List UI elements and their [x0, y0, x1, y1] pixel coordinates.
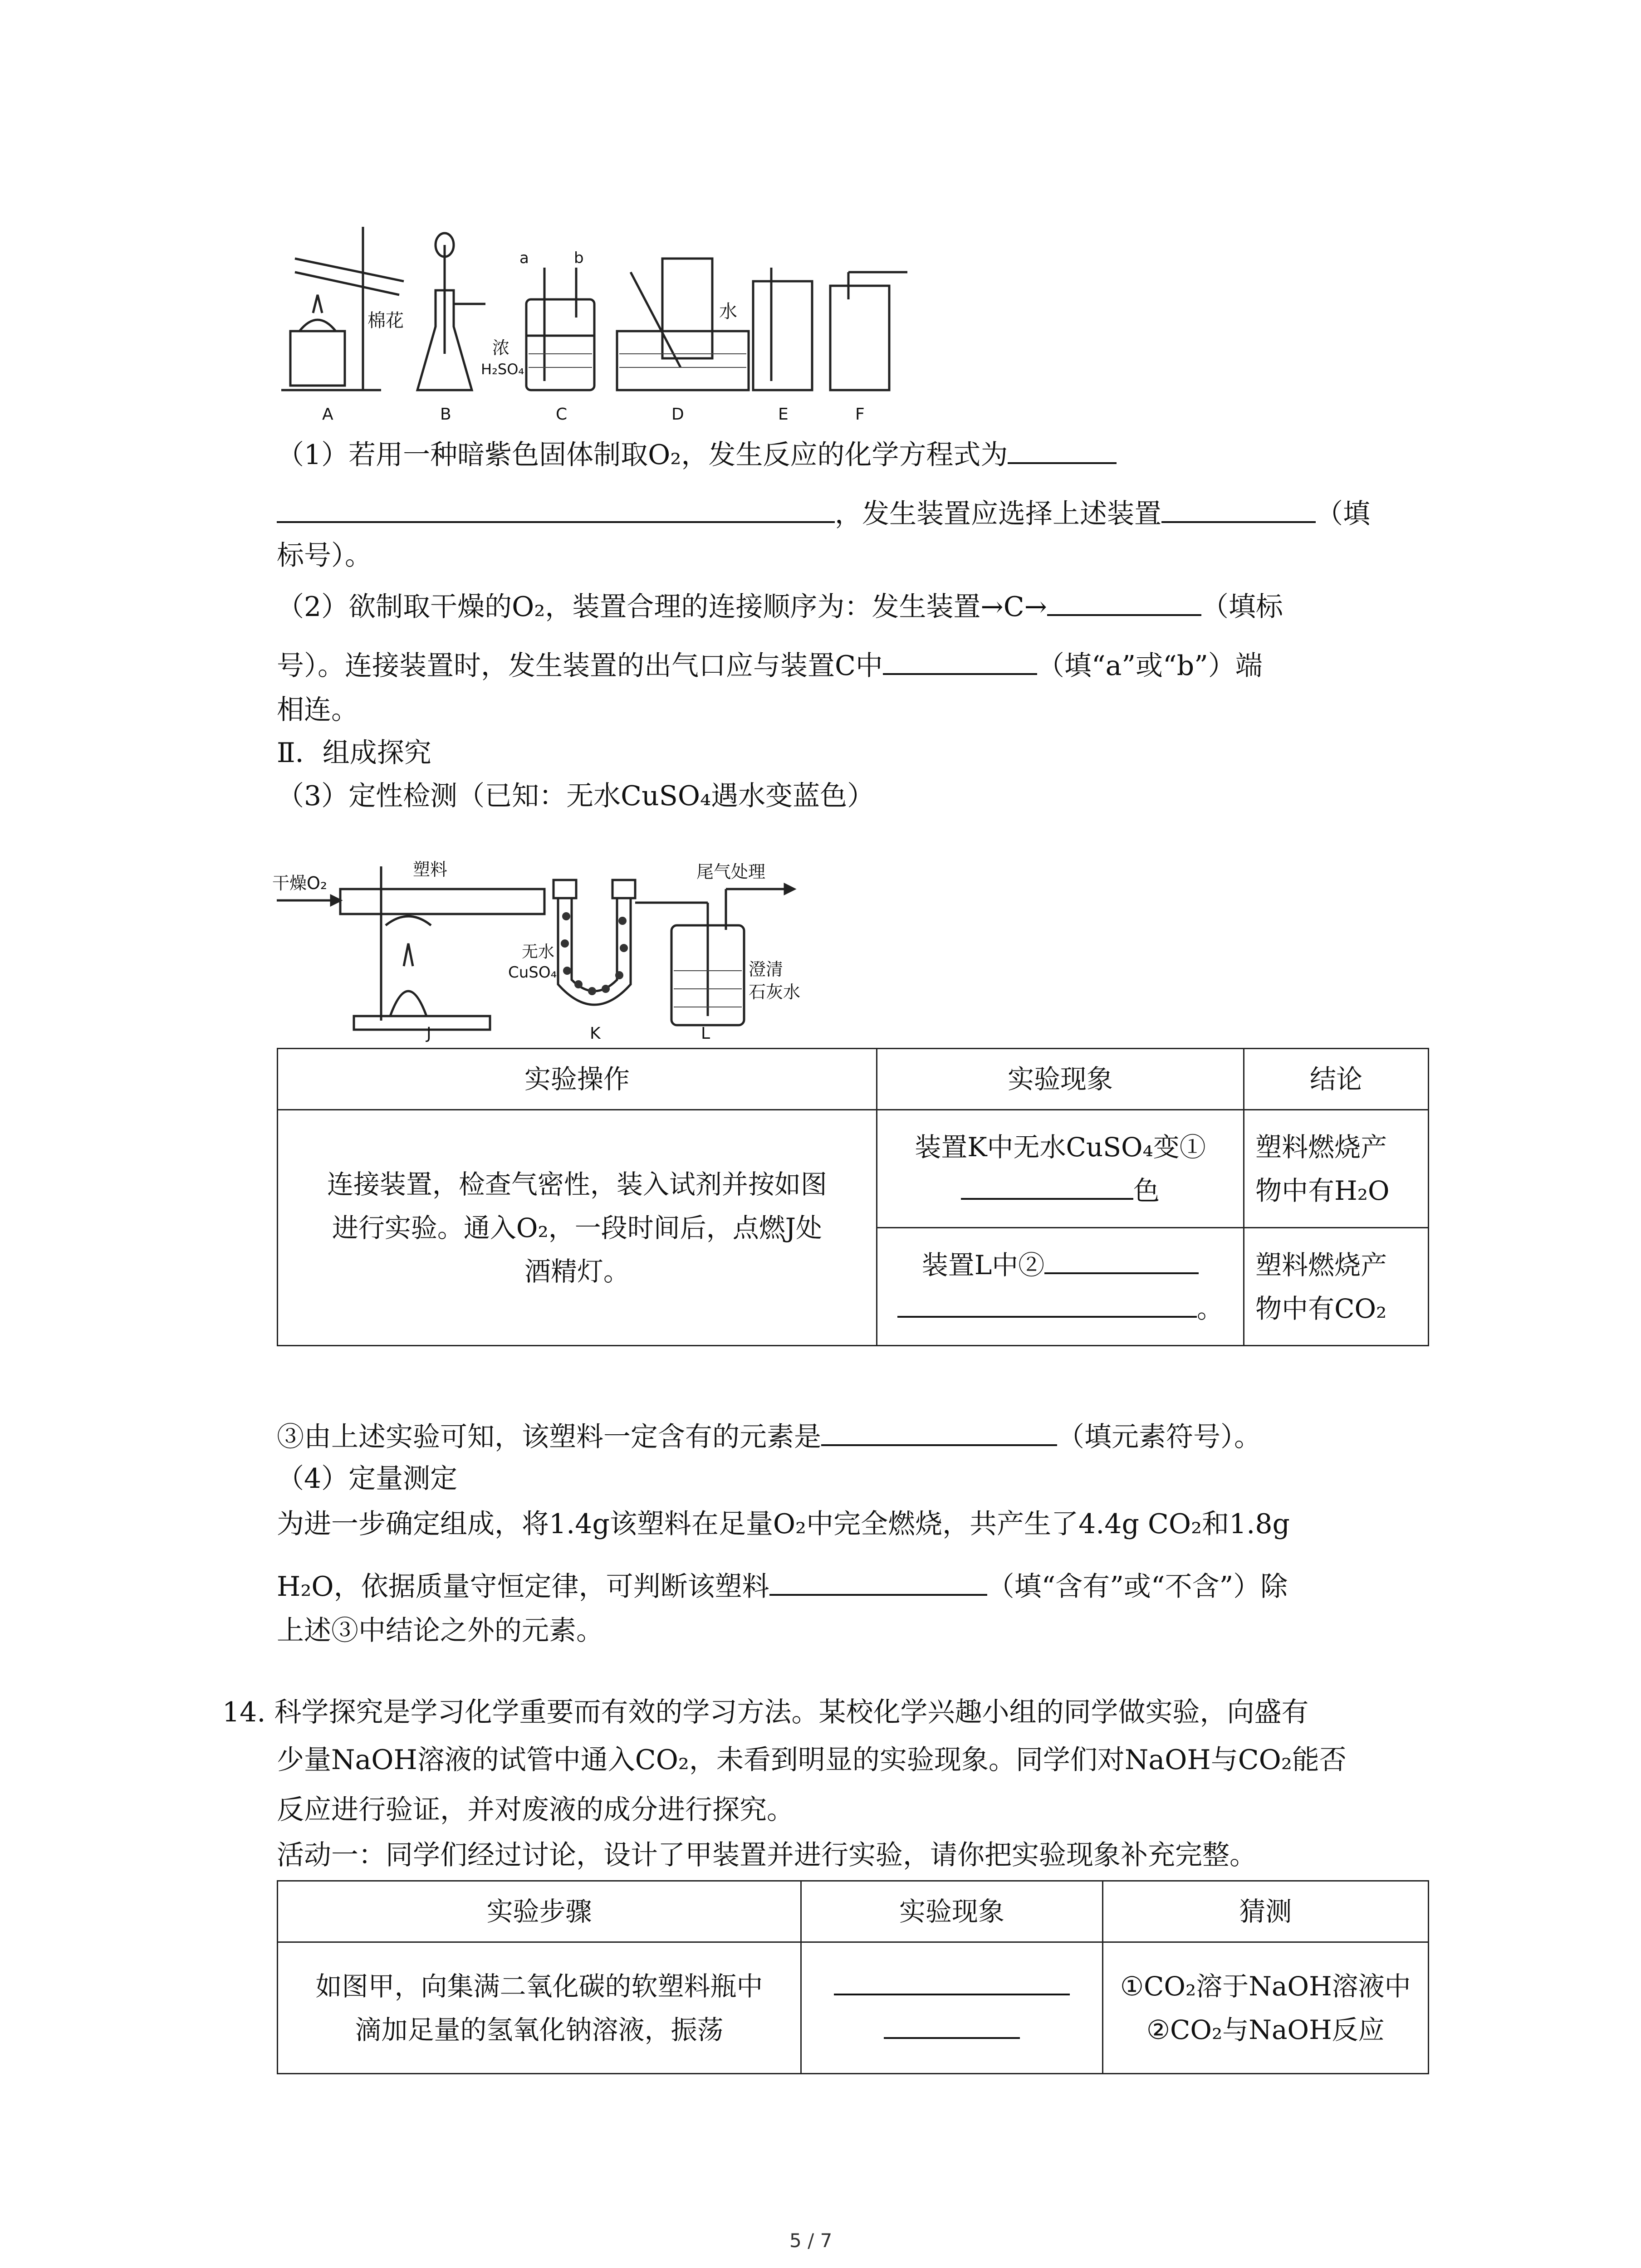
experiment-table-2: [277, 1880, 1429, 2074]
table1-conc1-line2: 物中有H₂O: [1255, 1175, 1390, 1206]
q1-text-1: （1）若用一种暗紫色固体制取O₂，发生反应的化学方程式为: [277, 439, 1008, 471]
dry-o2-label: 干燥O₂: [272, 873, 328, 893]
q2-text-1-end: （填标: [1201, 591, 1283, 623]
q1-blank-equation[interactable]: [277, 492, 835, 523]
table2-guess-2: ②CO₂与NaOH反应: [1146, 2014, 1385, 2045]
label-b: B: [440, 405, 451, 424]
page-number: 5 / 7: [789, 2229, 833, 2252]
table1-conc1-line1: 塑料燃烧产: [1255, 1131, 1387, 1163]
h2so4-label: H₂SO₄: [481, 361, 524, 378]
table1-conc-2: [1244, 1228, 1429, 1346]
blank-phenomenon-l-b[interactable]: [897, 1287, 1197, 1318]
label-f: F: [855, 405, 865, 424]
conc-label: 浓: [492, 338, 510, 358]
q1-line2: [277, 492, 1370, 532]
q1-text-2: ，发生装置应选择上述装置: [835, 498, 1161, 530]
table1-conc-1: [1244, 1110, 1429, 1228]
q3-conclusion-line: [277, 1415, 1261, 1455]
q1-text-2-end: （填: [1316, 498, 1370, 530]
q14-line2: 少量NaOH溶液的试管中通入CO₂，未看到明显的实验现象。同学们对NaOH与CO₂能否: [277, 1744, 1347, 1776]
q4-line3: 上述③中结论之外的元素。: [277, 1615, 603, 1647]
table1-conc2-line1: 塑料燃烧产: [1255, 1249, 1387, 1281]
table2-guess-cell: [1102, 1942, 1428, 2074]
table2-header-phen: 实验现象: [801, 1881, 1103, 1942]
table2-step-cell: [278, 1942, 801, 2074]
q1-line3: [277, 538, 372, 574]
table2-step-line2: 滴加足量的氢氧化钠溶液，振荡: [355, 2014, 724, 2045]
table1-header-conc: 结论: [1244, 1049, 1429, 1110]
table1-op-line1: 连接装置，检查气密性，装入试剂并按如图: [327, 1168, 827, 1200]
table1-phen1-line1: 装置K中无水CuSO₄变①: [915, 1131, 1206, 1163]
q2-text-2: 号）。连接装置时，发生装置的出气口应与装置C中: [277, 650, 883, 682]
label-l: L: [701, 1024, 710, 1043]
table1-header-phen: 实验现象: [877, 1049, 1244, 1110]
q2-line2: [277, 644, 1263, 684]
blank-phenomenon-a[interactable]: [834, 1965, 1070, 1995]
table1-phen1-line2: 色: [1133, 1175, 1160, 1206]
q14-line1: 14. 科学探究是学习化学重要而有效的学习方法。某校化学兴趣小组的同学做实验，向盛有: [222, 1696, 1309, 1728]
q1-blank-equation-start[interactable]: [1008, 433, 1117, 464]
q2-blank-port[interactable]: [883, 644, 1037, 675]
q4-title: （4）定量测定: [277, 1463, 458, 1495]
blank-phenomenon-l-a[interactable]: [1044, 1243, 1199, 1274]
q3c-text: ③由上述实验可知，该塑料一定含有的元素是: [277, 1421, 821, 1453]
q1-text-3: 标号）。: [277, 540, 372, 572]
q14-line4: 活动一：同学们经过讨论，设计了甲装置并进行实验，请你把实验现象补充完整。: [277, 1839, 1257, 1871]
blank-contains[interactable]: [769, 1565, 987, 1596]
table2-header-guess: 猜测: [1102, 1881, 1428, 1942]
q2-line1: [277, 585, 1283, 625]
blank-color[interactable]: [961, 1169, 1133, 1200]
water-label: 水: [719, 301, 737, 322]
q2-text-2-end: （填“a”或“b”）端: [1037, 650, 1263, 682]
apparatus-figure-a-f: [272, 218, 916, 431]
table1-op-line3: 酒精灯。: [524, 1256, 630, 1287]
blank-phenomenon-b[interactable]: [884, 2008, 1020, 2039]
q3c-text-end: （填元素符号）。: [1057, 1421, 1261, 1453]
label-e: E: [778, 405, 789, 424]
q1-blank-device[interactable]: [1161, 492, 1316, 523]
table2-phen-cell: [801, 1942, 1103, 2074]
port-a-label: a: [519, 249, 529, 267]
limewater-label: 石灰水: [749, 982, 801, 1002]
table1-op-line2: 进行实验。通入O₂，一段时间后，点燃J处: [332, 1212, 822, 1243]
port-b-label: b: [574, 249, 584, 267]
q2-text-1: （2）欲制取干燥的O₂，装置合理的连接顺序为：发生装置→C→: [277, 591, 1047, 623]
tail-gas-label: 尾气处理: [696, 862, 766, 882]
q4-line2: [277, 1565, 1288, 1605]
table2-guess-1: ①CO₂溶于NaOH溶液中: [1120, 1970, 1411, 2002]
table2-step-line1: 如图甲，向集满二氧化碳的软塑料瓶中: [315, 1970, 763, 2002]
q3-title: （3）定性检测（已知：无水CuSO₄遇水变蓝色）: [277, 780, 875, 812]
q4-line1: 为进一步确定组成，将1.4g该塑料在足量O₂中完全燃烧，共产生了4.4g CO₂和1.8g: [277, 1508, 1290, 1540]
q1-line1: [277, 433, 1117, 473]
label-k: K: [590, 1024, 601, 1043]
q4-text-2: H₂O，依据质量守恒定律，可判断该塑料: [277, 1571, 769, 1603]
cotton-label: 棉花: [367, 310, 404, 331]
table1-header-op: 实验操作: [278, 1049, 877, 1110]
experiment-table-1: [277, 1048, 1429, 1346]
section-2-title: Ⅱ．组成探究: [277, 737, 431, 769]
table1-phen-1: [877, 1110, 1244, 1228]
q2-line3: [277, 692, 358, 728]
q2-blank-order[interactable]: [1047, 585, 1201, 616]
table2-header-step: 实验步骤: [278, 1881, 801, 1942]
q14-line3: 反应进行验证，并对废液的成分进行探究。: [277, 1794, 794, 1826]
table1-phen-2: [877, 1228, 1244, 1346]
plastic-label: 塑料: [413, 860, 448, 880]
label-j: J: [426, 1024, 431, 1043]
cuso4-label: CuSO₄: [508, 963, 557, 982]
anhydrous-label: 无水: [522, 943, 555, 961]
table1-operation-cell: [278, 1110, 877, 1346]
label-a: A: [322, 405, 333, 424]
table1-conc2-line2: 物中有CO₂: [1255, 1293, 1387, 1324]
q4-text-2-end: （填“含有”或“不含”）除: [987, 1571, 1288, 1603]
table1-phen2-line1: 装置L中②: [921, 1249, 1045, 1281]
label-d: D: [671, 405, 684, 424]
table1-phen2-line2: 。: [1196, 1293, 1223, 1324]
blank-elements[interactable]: [821, 1415, 1057, 1446]
apparatus-figure-jkl: [272, 853, 817, 1043]
clear-label: 澄清: [749, 959, 784, 979]
q2-text-3: 相连。: [277, 694, 358, 726]
label-c: C: [556, 405, 568, 424]
